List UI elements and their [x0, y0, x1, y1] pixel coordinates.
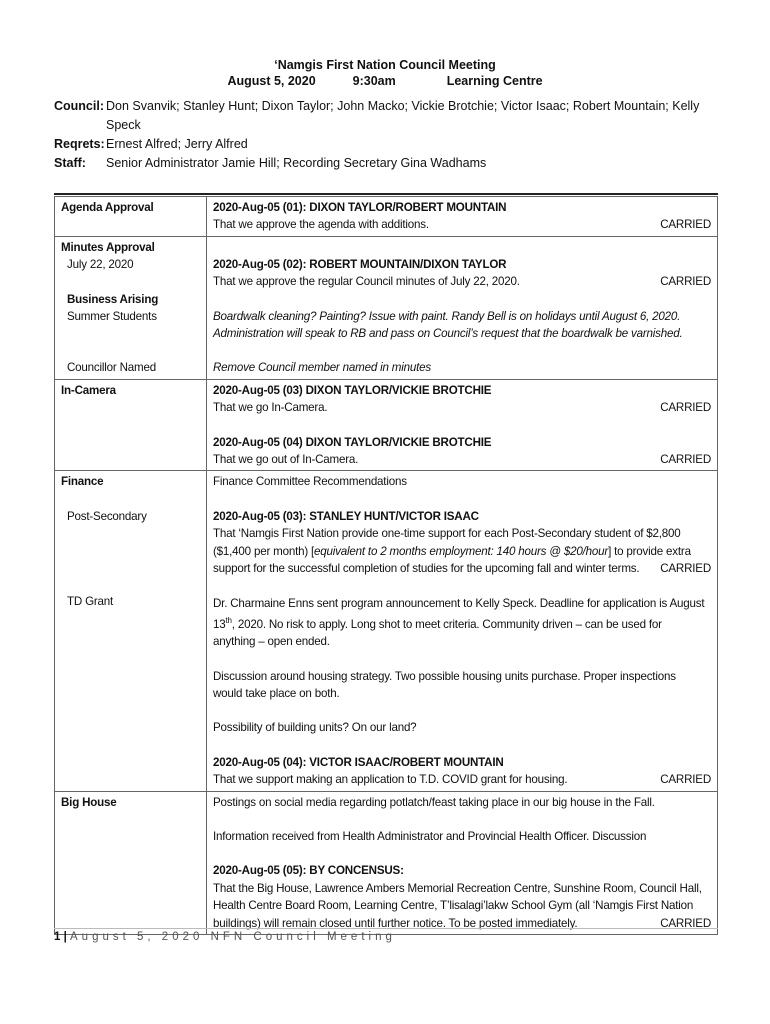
td-text-3: anything – open ended. — [213, 635, 330, 649]
staff-row — [54, 154, 734, 173]
td-grant-label: TD Grant — [67, 595, 114, 609]
status-badge: CARRIED — [660, 562, 711, 576]
status-badge: CARRIED — [660, 401, 711, 415]
big-house-text-5: buildings) will remain closed until further notice. To be posted immediately. — [213, 916, 578, 930]
footer-rule — [54, 928, 718, 929]
td-text-2: 13th, 2020. No risk to apply. Long shot to meet criteria. Community driven – can be used for — [213, 615, 662, 631]
big-house-text-2: Information received from Health Administrator and Provincial Health Officer. Discussion — [213, 830, 647, 844]
regrets-row — [54, 135, 734, 154]
councillor-named-label: Councillor Named — [67, 361, 156, 375]
in-camera-motion-1: 2020-Aug-05 (03) DIXON TAYLOR/VICKIE BROTCHIE — [213, 383, 492, 397]
minutes-table — [54, 196, 718, 935]
big-house-text-3: That the Big House, Lawrence Ambers Memorial Recreation Centre, Sunshine Room, Council Hall, — [213, 881, 702, 895]
page-number: 1 — [54, 931, 61, 943]
finance-label: Finance — [61, 475, 104, 489]
meeting-date: August 5, 2020 — [227, 74, 316, 88]
status-badge: CARRIED — [660, 773, 711, 787]
summer-text-1: Boardwalk cleaning? Painting? Issue with paint. Randy Bell is on holidays until August 6, 2020. — [213, 309, 681, 323]
meeting-location: Learning Centre — [446, 74, 543, 88]
covid-motion: 2020-Aug-05 (04): VICTOR ISAAC/ROBERT MOUNTAIN — [213, 755, 504, 769]
agenda-label: Agenda Approval — [61, 201, 154, 214]
big-house-text-1: Postings on social media regarding potlatch/feast taking place in our big house in the Fall. — [213, 795, 655, 809]
staff-members: Senior Administrator Jamie Hill; Recording Secretary Gina Wadhams — [106, 156, 487, 170]
minutes-text: That we approve the regular Council minutes of July 22, 2020. — [213, 275, 520, 289]
housing-text-2: would take place on both. — [213, 686, 340, 700]
table-row — [55, 471, 718, 791]
meeting-subtitle — [0, 74, 770, 88]
housing-text-1: Discussion around housing strategy. Two possible housing units purchase. Proper inspections — [213, 669, 676, 683]
post-secondary-motion: 2020-Aug-05 (03): STANLEY HUNT/VICTOR ISAAC — [213, 509, 479, 523]
regrets-members: Ernest Alfred; Jerry Alfred — [106, 137, 248, 151]
agenda-motion: 2020-Aug-05 (01): DIXON TAYLOR/ROBERT MOUNTAIN — [213, 201, 507, 214]
staff-label: Staff: — [54, 156, 86, 170]
building-text: Possibility of building units? On our land? — [213, 721, 417, 735]
page-footer: 1 | August 5, 2020 NFN Council Meeting — [54, 931, 396, 943]
meeting-title: ‘Namgis First Nation Council Meeting — [274, 58, 496, 72]
post-secondary-label: Post-Secondary — [67, 509, 147, 523]
big-house-motion: 2020-Aug-05 (05): BY CONCENSUS: — [213, 864, 404, 878]
big-house-label: Big House — [61, 795, 117, 809]
council-label: Council: — [54, 99, 104, 113]
table-row — [55, 197, 718, 237]
agenda-text: That we approve the agenda with additions. — [213, 218, 429, 232]
status-badge: CARRIED — [660, 453, 711, 467]
business-arising-label: Business Arising — [67, 292, 159, 306]
post-secondary-text-3: support for the successful completion of studies for the upcoming fall and winter terms. — [213, 562, 640, 576]
in-camera-text-1: That we go In-Camera. — [213, 401, 328, 415]
attendance-block — [54, 97, 734, 173]
minutes-motion: 2020-Aug-05 (02): ROBERT MOUNTAIN/DIXON TAYLOR — [213, 257, 507, 271]
post-secondary-text-2: ($1,400 per month) [equivalent to 2 months employment: 140 hours @ $20/hour] to provide extra — [213, 544, 691, 558]
status-badge: CARRIED — [660, 218, 711, 232]
table-row — [55, 379, 718, 471]
big-house-text-4: Health Centre Board Room, Learning Centre, T’lisalagi’lakw School Gym (all ‘Namgis First Nation — [213, 899, 694, 913]
footer-text: August 5, 2020 NFN Council Meeting — [70, 931, 396, 943]
post-secondary-text-1: That ‘Namgis First Nation provide one-time support for each Post-Secondary student of $2,800 — [213, 527, 681, 541]
status-badge: CARRIED — [660, 275, 711, 289]
minutes-date-label: July 22, 2020 — [67, 258, 134, 272]
regrets-label: Reqrets: — [54, 137, 105, 151]
td-text-1: Dr. Charmaine Enns sent program announcement to Kelly Speck. Deadline for application is August — [213, 596, 705, 610]
summer-students-label: Summer Students — [67, 310, 157, 324]
council-row — [54, 97, 734, 135]
table-row — [55, 236, 718, 379]
table-row — [55, 791, 718, 934]
in-camera-motion-2: 2020-Aug-05 (04) DIXON TAYLOR/VICKIE BROTCHIE — [213, 435, 492, 449]
in-camera-label: In-Camera — [61, 383, 116, 397]
council-members: Don Svanvik; Stanley Hunt; Dixon Taylor; John Macko; Vickie Brotchie; Victor Isaac; Robert Mountain; Kelly Speck — [106, 99, 700, 132]
summer-text-2: Administration will speak to RB and pass on Council’s request that the boardwalk be varnished. — [213, 327, 683, 341]
councillor-text: Remove Council member named in minutes — [213, 361, 431, 375]
finance-intro: Finance Committee Recommendations — [213, 475, 407, 489]
status-badge: CARRIED — [660, 916, 711, 930]
table-top-rule — [54, 193, 718, 195]
covid-text: That we support making an application to T.D. COVID grant for housing. — [213, 773, 568, 787]
meeting-time: 9:30am — [352, 74, 396, 88]
in-camera-text-2: That we go out of In-Camera. — [213, 453, 359, 467]
minutes-approval-label: Minutes Approval — [61, 240, 155, 254]
